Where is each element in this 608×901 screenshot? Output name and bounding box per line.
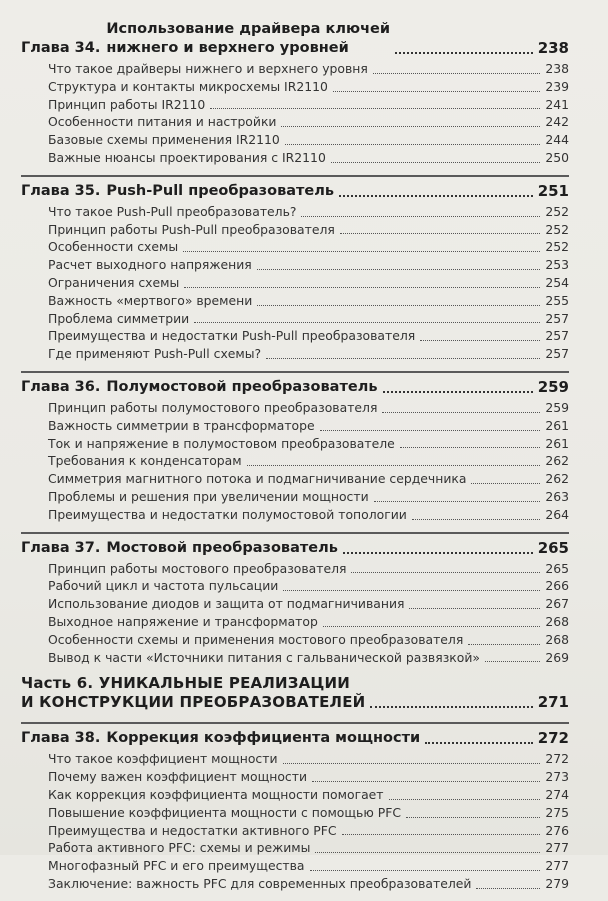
dot-leader (183, 251, 540, 252)
entry-page-number: 257 (545, 328, 569, 344)
dot-leader (395, 52, 533, 54)
entry-label: Структура и контакты микросхемы IR2110 (48, 78, 328, 94)
entry-page-number: 267 (545, 596, 569, 612)
entry-page-number: 253 (545, 257, 569, 273)
dot-leader (400, 447, 540, 448)
entry-label: Вывод к части «Источники питания с гальванической развязкой» (48, 649, 480, 665)
entry-page-number: 242 (545, 114, 569, 130)
dot-leader (194, 322, 540, 323)
dot-leader (333, 91, 540, 92)
toc-entry (21, 221, 569, 239)
part-title: Часть 6. УНИКАЛЬНЫЕ РЕАЛИЗАЦИИ И КОНСТРУКЦИИ ПРЕОБРАЗОВАТЕЛЕЙ (21, 674, 366, 712)
dot-leader (471, 483, 540, 484)
entry-label: Преимущества и недостатки полумостовой топологии (48, 506, 407, 522)
entry-label: Как коррекция коэффициента мощности помогает (48, 786, 384, 802)
entry-page-number: 277 (545, 840, 569, 856)
toc-entry (21, 577, 569, 595)
entry-label: Использование диодов и защита от подмагничивания (48, 596, 405, 612)
chapter-heading (21, 539, 569, 558)
toc-entry (21, 435, 569, 453)
toc-entry (21, 506, 569, 524)
chapter-heading (21, 20, 569, 58)
chapter-title-wrap (106, 729, 537, 748)
entry-page-number: 252 (545, 239, 569, 255)
entry-label: Что такое Push-Pull преобразователь? (48, 203, 297, 219)
toc-entry (21, 292, 569, 310)
entry-label: Особенности схемы (48, 239, 179, 255)
entry-label: Принцип работы IR2110 (48, 96, 206, 112)
entry-label: Ограничения схемы (48, 274, 180, 290)
dot-leader (343, 552, 533, 554)
toc-entry (21, 274, 569, 292)
entry-page-number: 274 (545, 786, 569, 802)
toc-entry (21, 417, 569, 435)
toc-entry (21, 875, 569, 893)
toc-entry (21, 310, 569, 328)
entry-page-number: 261 (545, 417, 569, 433)
entry-page-number: 257 (545, 346, 569, 362)
chapter-section (21, 371, 569, 524)
dot-leader (389, 799, 540, 800)
toc-entry (21, 786, 569, 804)
toc-entry (21, 345, 569, 363)
entry-label: Особенности питания и настройки (48, 114, 277, 130)
chapter-title: Использование драйвера ключей нижнего и верхнего уровней (106, 21, 391, 56)
toc-entry (21, 96, 569, 114)
chapter-title-wrap (106, 378, 537, 397)
dot-leader (425, 742, 533, 744)
toc-entry (21, 203, 569, 221)
dot-leader (315, 852, 540, 853)
chapter-title-wrap (106, 182, 537, 201)
dot-leader (476, 888, 540, 889)
entry-label: Многофазный PFC и его преимущества (48, 858, 305, 874)
chapter-page-number: 238 (537, 39, 569, 57)
dot-leader (257, 305, 540, 306)
dot-leader (351, 572, 540, 573)
toc-entry (21, 399, 569, 417)
entry-label: Важность симметрии в трансформаторе (48, 417, 315, 433)
toc-entry (21, 649, 569, 667)
chapter-heading (21, 378, 569, 397)
part-heading (21, 674, 569, 712)
toc-entry (21, 149, 569, 167)
entry-page-number: 264 (545, 506, 569, 522)
entry-page-number: 273 (545, 769, 569, 785)
chapter-section (21, 532, 569, 667)
entry-label: Требования к конденсаторам (48, 453, 242, 469)
entry-page-number: 269 (545, 649, 569, 665)
entry-label: Симметрия магнитного потока и подмагничивание сердечника (48, 471, 467, 487)
chapter-heading (21, 182, 569, 201)
dot-leader (383, 391, 533, 393)
chapter-page-number: 265 (537, 538, 569, 557)
dot-leader (409, 608, 540, 609)
chapter-title: Мостовой преобразователь (106, 539, 338, 556)
dot-leader (281, 126, 540, 127)
chapter-page-number: 251 (537, 181, 569, 200)
chapter-title-wrap (106, 539, 537, 558)
toc-entry (21, 238, 569, 256)
entry-label: Базовые схемы применения IR2110 (48, 132, 280, 148)
entry-page-number: 263 (545, 488, 569, 504)
dot-leader (468, 644, 540, 645)
dot-leader (370, 706, 532, 708)
dot-leader (257, 269, 540, 270)
toc-entry (21, 560, 569, 578)
entry-page-number: 266 (545, 578, 569, 594)
dot-leader (331, 162, 540, 163)
dot-leader (339, 195, 533, 197)
entry-label: Расчет выходного напряжения (48, 257, 252, 273)
entry-page-number: 238 (545, 61, 569, 76)
chapter-number: Глава 38. (21, 730, 101, 747)
entry-page-number: 268 (545, 631, 569, 647)
chapter-title: Коррекция коэффициента мощности (106, 730, 421, 747)
entry-page-number: 277 (545, 858, 569, 874)
entry-label: Преимущества и недостатки активного PFC (48, 822, 337, 838)
toc-entry (21, 470, 569, 488)
dot-leader (310, 870, 541, 871)
chapter-number: Глава 34. (21, 40, 101, 56)
entry-page-number: 244 (545, 132, 569, 148)
dot-leader (373, 73, 540, 74)
dot-leader (382, 412, 540, 413)
toc-entry (21, 113, 569, 131)
entry-page-number: 262 (545, 471, 569, 487)
dot-leader (184, 287, 540, 288)
chapter-heading (21, 729, 569, 748)
dot-leader (301, 216, 540, 217)
entry-page-number: 279 (545, 875, 569, 891)
table-of-contents (21, 20, 569, 901)
dot-leader (266, 358, 540, 359)
entry-label: Где применяют Push-Pull схемы? (48, 346, 262, 362)
entry-label: Что такое коэффициент мощности (48, 751, 278, 767)
toc-entry (21, 839, 569, 857)
dot-leader (323, 626, 540, 627)
entry-page-number: 261 (545, 435, 569, 451)
entry-page-number: 254 (545, 274, 569, 290)
toc-entry (21, 60, 569, 78)
dot-leader (320, 430, 540, 431)
chapter-page-number: 272 (537, 729, 569, 748)
entry-label: Особенности схемы и применения мостового преобразователя (48, 631, 464, 647)
toc-entry (21, 822, 569, 840)
entry-label: Заключение: важность PFC для современных преобразователей (48, 875, 472, 891)
dot-leader (485, 661, 540, 662)
dot-leader (283, 763, 540, 764)
entry-label: Ток и напряжение в полумостовом преобразователе (48, 435, 395, 451)
chapter-section (21, 722, 569, 892)
dot-leader (342, 834, 541, 835)
dot-leader (283, 590, 540, 591)
entry-page-number: 272 (545, 751, 569, 767)
entry-page-number: 257 (545, 310, 569, 326)
dot-leader (340, 233, 540, 234)
entry-page-number: 255 (545, 292, 569, 308)
entry-page-number: 252 (545, 203, 569, 219)
toc-entry (21, 768, 569, 786)
dot-leader (247, 465, 540, 466)
entry-page-number: 265 (545, 560, 569, 576)
entry-page-number: 239 (545, 78, 569, 94)
toc-entry (21, 595, 569, 613)
entry-label: Важность «мертвого» времени (48, 292, 253, 308)
entry-label: Важные нюансы проектирования с IR2110 (48, 149, 326, 165)
toc-entry (21, 631, 569, 649)
chapter-number: Глава 36. (21, 378, 101, 395)
toc-entry (21, 78, 569, 96)
entry-label: Принцип работы полумостового преобразователя (48, 399, 378, 415)
entry-page-number: 275 (545, 804, 569, 820)
dot-leader (285, 144, 540, 145)
chapter-page-number: 259 (537, 377, 569, 396)
entry-label: Выходное напряжение и трансформатор (48, 613, 318, 629)
chapter-title: Полумостовой преобразователь (106, 378, 378, 395)
dot-leader (210, 108, 540, 109)
toc-entry (21, 750, 569, 768)
entry-page-number: 250 (545, 149, 569, 165)
chapter-section (21, 175, 569, 363)
toc-entry (21, 857, 569, 875)
chapter-number: Глава 37. (21, 539, 101, 556)
part-page-number: 271 (537, 693, 569, 712)
entry-label: Рабочий цикл и частота пульсации (48, 578, 279, 594)
dot-leader (420, 340, 540, 341)
entry-label: Работа активного PFC: схемы и режимы (48, 840, 311, 856)
chapter-number: Глава 35. (21, 182, 101, 199)
entry-page-number: 262 (545, 453, 569, 469)
entry-label: Повышение коэффициента мощности с помощью PFC (48, 804, 401, 820)
dot-leader (312, 781, 540, 782)
toc-entry (21, 613, 569, 631)
entry-label: Проблемы и решения при увеличении мощности (48, 488, 369, 504)
dot-leader (374, 501, 540, 502)
entry-page-number: 252 (545, 221, 569, 237)
toc-entry (21, 327, 569, 345)
toc-entry (21, 452, 569, 470)
toc-entry (21, 488, 569, 506)
toc-entry (21, 804, 569, 822)
entry-page-number: 276 (545, 822, 569, 838)
entry-label: Преимущества и недостатки Push-Pull преобразователя (48, 328, 416, 344)
dot-leader (412, 519, 540, 520)
chapter-title: Push-Pull преобразователь (106, 182, 335, 199)
entry-label: Принцип работы мостового преобразователя (48, 560, 347, 576)
chapter-title-wrap (106, 20, 537, 58)
entry-label: Проблема симметрии (48, 310, 190, 326)
entry-label: Принцип работы Push-Pull преобразователя (48, 221, 335, 237)
entry-label: Почему важен коэффициент мощности (48, 769, 308, 785)
entry-page-number: 259 (545, 399, 569, 415)
entry-label: Что такое драйверы нижнего и верхнего уровня (48, 61, 368, 76)
toc-entry (21, 256, 569, 274)
dot-leader (406, 817, 540, 818)
entry-page-number: 268 (545, 613, 569, 629)
entry-page-number: 241 (545, 96, 569, 112)
toc-entry (21, 131, 569, 149)
chapter-section (21, 20, 569, 167)
